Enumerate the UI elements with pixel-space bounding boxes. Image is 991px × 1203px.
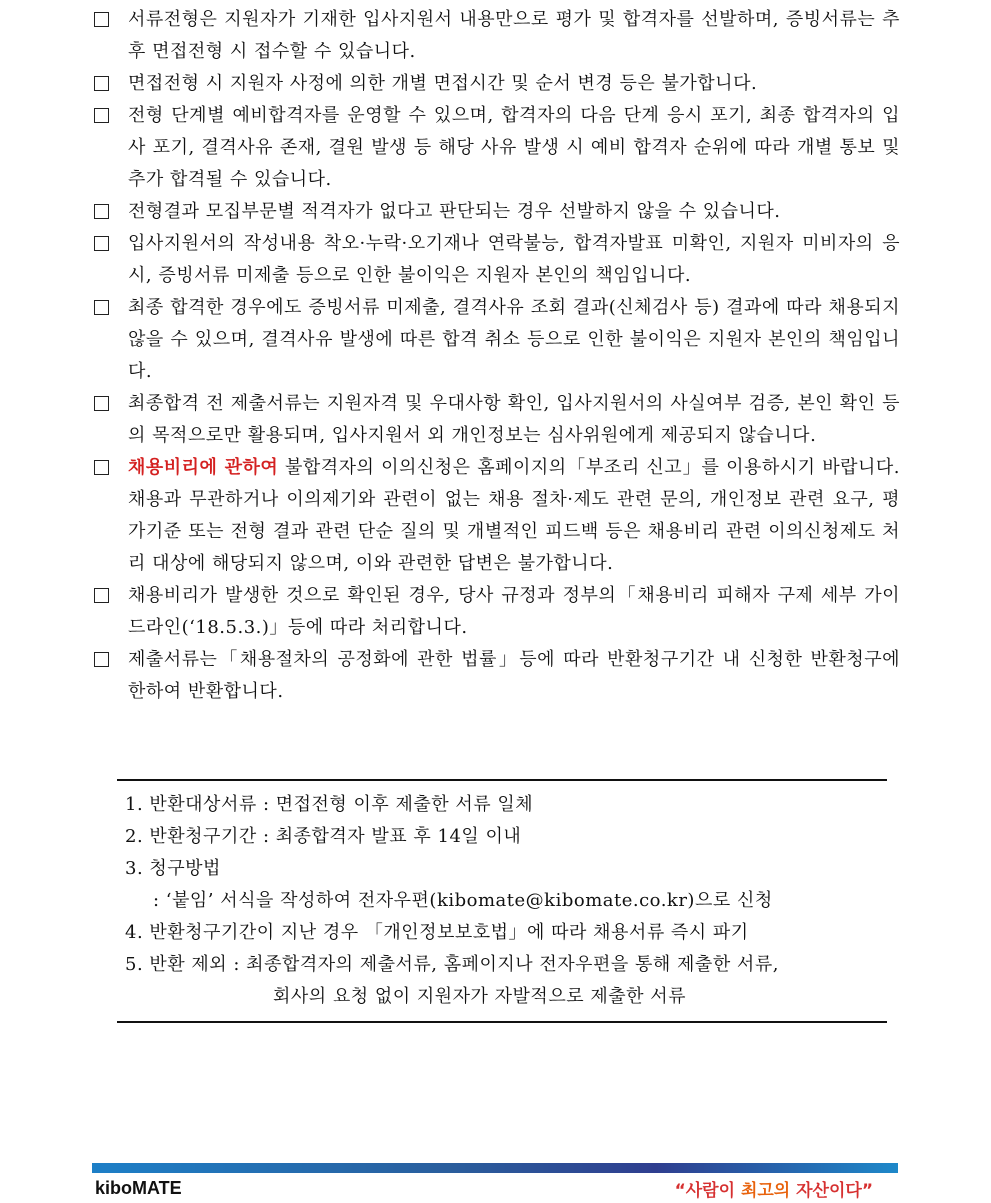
notice-item — [92, 228, 900, 292]
notice-item — [92, 580, 900, 644]
bottom-rule — [117, 1021, 887, 1023]
notice-text: 입사지원서의 작성내용 착오·누락·오기재나 연락불능, 합격자발표 미확인, 지원자 미비자의 응시, 증빙서류 미제출 등으로 인한 불이익은 지원자 본인의 책임입니다. — [128, 233, 900, 286]
checkbox-square-icon — [94, 12, 109, 27]
notice-item — [92, 196, 900, 228]
refund-line: 2. 반환청구기간 : 최종합격자 발표 후 14일 이내 — [125, 826, 522, 847]
notice-text: 전형 단계별 예비합격자를 운영할 수 있으며, 합격자의 다음 단계 응시 포기, 최종 합격자의 입사 포기, 결격사유 존재, 결원 발생 등 해당 사유 발생 시 예비 합격자 순위에 따라 개별 통보 및 추가 합격될 수 있습니다. — [128, 105, 900, 190]
notice-text: 최종합격 전 제출서류는 지원자격 및 우대사항 확인, 입사지원서의 사실여부 검증, 본인 확인 등의 목적으로만 활용되며, 입사지원서 외 개인정보는 심사위원에게 제공되지 않습니다. — [128, 393, 900, 446]
notice-item — [92, 644, 900, 708]
footer-brand: kiboMATE — [95, 1178, 182, 1198]
notice-item — [92, 292, 900, 388]
refund-line: 4. 반환청구기간이 지난 경우 「개인정보보호법」에 따라 채용서류 즉시 파기 — [125, 922, 749, 943]
slogan-part: 최고의 — [740, 1181, 791, 1201]
notice-item — [92, 388, 900, 452]
refund-info-box — [117, 779, 887, 1023]
notice-highlight: 채용비리에 관하여 — [128, 457, 279, 478]
notice-text: 서류전형은 지원자가 기재한 입사지원서 내용만으로 평가 및 합격자를 선발하며, 증빙서류는 추후 면접전형 시 접수할 수 있습니다. — [128, 9, 900, 62]
notice-text: 채용비리가 발생한 것으로 확인된 경우, 당사 규정과 정부의「채용비리 피해자 구제 세부 가이드라인(‘18.5.3.)」등에 따라 처리합니다. — [128, 585, 900, 638]
checkbox-square-icon — [94, 204, 109, 219]
notice-item — [92, 100, 900, 196]
slogan-part: 자산이다” — [790, 1181, 873, 1201]
refund-line: 3. 청구방법 — [125, 858, 221, 879]
footer-gradient-bar — [92, 1163, 898, 1173]
refund-line: 5. 반환 제외 : 최종합격자의 제출서류, 홈페이지나 전자우편을 통해 제출한 서류, — [125, 954, 779, 975]
slogan-part: “사람이 — [674, 1181, 741, 1201]
notice-list — [92, 4, 900, 708]
checkbox-square-icon — [94, 588, 109, 603]
notice-text: 제출서류는「채용절차의 공정화에 관한 법률」등에 따라 반환청구기간 내 신청한 반환청구에 한하여 반환합니다. — [128, 649, 900, 702]
refund-list — [117, 781, 887, 1021]
notice-item — [92, 4, 900, 68]
notice-item — [92, 452, 900, 580]
notice-text: 최종 합격한 경우에도 증빙서류 미제출, 결격사유 조회 결과(신체검사 등) 결과에 따라 채용되지 않을 수 있으며, 결격사유 발생에 따른 합격 취소 등으로 인한 불이익은 지원자 본인의 책임입니다. — [128, 297, 900, 382]
footer-slogan — [675, 1176, 873, 1201]
checkbox-square-icon — [94, 652, 109, 667]
notice-text: 불합격자의 이의신청은 홈페이지의「부조리 신고」를 이용하시기 바랍니다. 채용과 무관하거나 이의제기와 관련이 없는 채용 절차·제도 관련 문의, 개인정보 관련 요구, 평가기준 또는 전형 결과 관련 단순 질의 및 개별적인 피드백 등은 채용비리 관련 이의신청제도 처리 대상에 해당되지 않으며, 이와 관련한 답변은 불가합니다. — [128, 457, 900, 574]
checkbox-square-icon — [94, 236, 109, 251]
checkbox-square-icon — [94, 76, 109, 91]
notice-item — [92, 68, 900, 100]
notice-text: 전형결과 모집부문별 적격자가 없다고 판단되는 경우 선발하지 않을 수 있습니다. — [128, 201, 781, 222]
checkbox-square-icon — [94, 300, 109, 315]
refund-line: 회사의 요청 없이 지원자가 자발적으로 제출한 서류 — [273, 986, 686, 1007]
notice-text: 면접전형 시 지원자 사정에 의한 개별 면접시간 및 순서 변경 등은 불가합니다. — [128, 73, 758, 94]
checkbox-square-icon — [94, 396, 109, 411]
checkbox-square-icon — [94, 460, 109, 475]
checkbox-square-icon — [94, 108, 109, 123]
refund-line: : ‘붙임’ 서식을 작성하여 전자우편(kibomate@kibomate.co.kr)으로 신청 — [153, 890, 773, 911]
refund-line: 1. 반환대상서류 : 면접전형 이후 제출한 서류 일체 — [125, 794, 534, 815]
